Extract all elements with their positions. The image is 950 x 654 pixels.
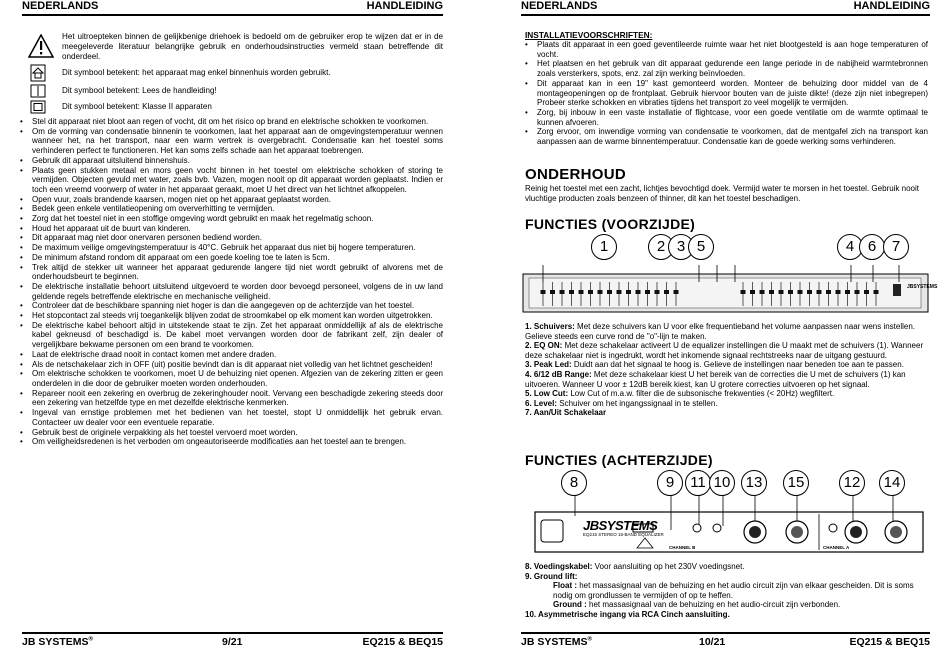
function-item (525, 610, 928, 620)
function-item-label: 7. Aan/Uit Schakelaar (525, 408, 607, 418)
slider-knob (779, 290, 784, 294)
slider-knob (750, 290, 755, 294)
function-item-label: 1. Schuivers: (525, 322, 575, 331)
symbol-class-text: Dit symbool betekent: Klasse II apparaten (62, 102, 212, 111)
safety-item: • Plaats geen stukken metaal en mors geen vocht binnen in het toestel om elektrische schokken of storing te vermijden. Objecten gevuld met water, zoals bvb. Vazen, mogen nooit op dit apparaat worden geplaatst. Indien er toch een vreemd voorwerp of water in het apparaat geraakt, moet U het direct van het lichtnet afkoppelen. (20, 166, 443, 195)
header-language: NEDERLANDS (521, 0, 598, 12)
callout-11: 11 (685, 470, 711, 496)
slider-knob (579, 290, 584, 294)
maintenance-text: Reinig het toestel met een zacht, lichtjes bevochtigd doek. Vermijd water te morsen in het toestel. Gebruik nooit vluchtige producten zoals benzeen of thinner, dit kan het toestel beschadigen. (525, 184, 919, 203)
slider-knob (645, 290, 650, 294)
function-item-label: 2. EQ ON: (525, 341, 563, 351)
function-item-label: Ground : (553, 600, 587, 610)
function-item (525, 600, 928, 610)
slider-knob (817, 290, 822, 294)
slider-knob (560, 290, 565, 294)
slider-knob (541, 290, 546, 294)
safety-item: • Het stopcontact zal steeds vrij toegankelijk blijven zodat de stroomkabel op elk moment kan worden uitgetrokken. (20, 311, 443, 321)
callout-12: 12 (839, 470, 865, 496)
installation-item: • Plaats dit apparaat in een goed geventileerde ruimte waar het niet blootgesteld is aan hoge temperaturen of vocht. (525, 40, 928, 59)
front-brand-label: JBSYSTEMS (907, 284, 938, 290)
function-item (525, 370, 928, 389)
function-item-text: Met deze schakelaar activeert U de equalizer instellingen die U maakt met de schuivers (1). Wanneer deze schakelaar niet is ingedrukt, wordt het inkomende signaal rechtstreeks naar de uitgang gestuurd. (525, 341, 924, 360)
callout-7: 7 (883, 234, 909, 260)
callout-14: 14 (879, 470, 905, 496)
warning-text: Het uitroepteken binnen de gelijkbenige driehoek is bedoeld om de gebruiker erop te wijzen dat er in de meegeleverde literatuur belangrijke gebruik en onderhoudsinstructies vermeld staan betreffende dit onderdeel. (62, 32, 443, 61)
safety-item: • Bedek geen enkele ventilatieopening om oververhitting te vermijden. (20, 204, 443, 214)
safety-item: • Gebruik best de originele verpakking als het toestel vervoerd moet worden. (20, 428, 443, 438)
slider-knob (855, 290, 860, 294)
slider-knob (845, 290, 850, 294)
safety-item: • De elektrische installatie behoort uitsluitend uitgevoerd te worden door bevoegd personeel, volgens de in uw land geldende regels betreffende elektrische en mechanische veiligheid. (20, 282, 443, 301)
function-item-text: het massasignaal van de behuizing en het audio-circuit zijn verbonden. (586, 600, 841, 610)
function-item-label: 5. Low Cut: (525, 389, 569, 399)
rear-panel-diagram (521, 468, 931, 556)
function-item-text: Met deze schakelaar kiest U het bereik van de correcties die U met de schuivers (1) kan uitvoeren. Wanneer U voor ± 12dB bereik kiest, kan U grotere correcties uitvoeren op het signaal. (525, 369, 906, 389)
function-item-label: 9. Ground lift: (525, 571, 578, 581)
page-right (485, 0, 950, 654)
slider-knob (636, 290, 641, 294)
safety-item: • Zorg dat het toestel niet in een stoffige omgeving wordt gebruikt en maak het regelmatig schoon. (20, 214, 443, 224)
maintenance-section (525, 166, 928, 203)
channel-a-label: CHANNEL A (823, 545, 850, 550)
function-item (525, 322, 928, 341)
footer-page-number: 10/21 (699, 636, 726, 648)
safety-item: • Stel dit apparaat niet bloot aan regen of vocht, dit om het risico op brand en elektrische schokken te voorkomen. (20, 117, 443, 127)
safety-item: • Houd het apparaat uit de buurt van kinderen. (20, 224, 443, 234)
safety-item: • Repareer nooit een zekering en overbrug de zekeringhouder nooit. Vervang een beschadigde zekering steeds door een zekering van hetzelfde type en met dezelfde elektrische kenmerken. (20, 389, 443, 408)
rear-functions-list (525, 562, 928, 620)
function-item (525, 572, 928, 582)
function-item (525, 389, 928, 399)
slider-knob (569, 290, 574, 294)
callout-5: 5 (688, 234, 714, 260)
page-header (22, 0, 443, 16)
callout-15: 15 (783, 470, 809, 496)
function-item (525, 399, 928, 409)
safety-item: • Om veiligheidsredenen is het verboden om ongeautoriseerde modificaties aan het toestel aan te brengen. (20, 437, 443, 447)
slider-knob (626, 290, 631, 294)
slider-knob (788, 290, 793, 294)
slider-knob (550, 290, 555, 294)
function-item-text: Schuiver om het ingangssignaal in te stellen. (557, 398, 718, 408)
front-panel-diagram (521, 232, 938, 316)
function-item (525, 581, 928, 600)
indoor-use-icon (30, 64, 46, 82)
function-item-label: 10. Asymmetrische ingang via RCA Cinch aansluiting. (525, 609, 730, 619)
callout-9: 9 (657, 470, 683, 496)
slider-knob (874, 290, 879, 294)
callout-13: 13 (741, 470, 767, 496)
callout-2: 2 (648, 234, 674, 260)
safety-list (20, 117, 443, 447)
function-item (525, 341, 928, 360)
footer-page-number: 9/21 (222, 636, 243, 648)
installation-item: • Het plaatsen en het gebruik van dit apparaat gedurende een lange periode in de nabijheid warmtebronnen zoals versterkers, spots, enz. zal zijn werking beïnvloeden. (525, 59, 928, 78)
symbol-indoor-text: Dit symbool betekent: het apparaat mag enkel binnenhuis worden gebruikt. (62, 68, 331, 77)
header-language: NEDERLANDS (22, 0, 99, 12)
callout-10: 10 (709, 470, 735, 496)
function-item-text: Met deze schuivers kan U voor elke frequentieband het volume aanpassen naar wens instellen. Gelieve steeds een curve rond de "o"-lijn te maken. (525, 322, 916, 341)
slider-knob (760, 290, 765, 294)
maintenance-title: ONDERHOUD (525, 166, 627, 183)
callout-8: 8 (561, 470, 587, 496)
safety-item: • Om elektrische schokken te voorkomen, moet U de behuizing niet openen. Afgezien van de zekering zitten er geen onderdelen in die door de gebruiker moeten worden onderhouden. (20, 369, 443, 388)
function-item-text: Duidt aan dat het signaal te hoog is. Gelieve de instellingen naar beneden toe aan te passen. (571, 360, 904, 370)
function-item (525, 562, 928, 572)
function-item-label: 8. Voedingskabel: (525, 562, 593, 571)
function-item (525, 360, 928, 370)
safety-item: • Controleer dat de beschikbare spanning niet hoger is dan die aangegeven op de achterzijde van het toestel. (20, 301, 443, 311)
function-item-text: Voor aansluiting op het 230V voedingsnet. (592, 562, 745, 571)
safety-item: • Open vuur, zoals brandende kaarsen, mogen niet op het apparaat geplaatst worden. (20, 195, 443, 205)
slider-knob (741, 290, 746, 294)
safety-item: • Trek altijd de stekker uit wanneer het apparaat gedurende langere tijd niet wordt gebruikt of alvorens met de onderhoudsbeurt te beginnen. (20, 263, 443, 282)
installation-title: INSTALLATIEVOORSCHRIFTEN: (525, 30, 653, 40)
footer-brand: JB SYSTEMS® (22, 636, 93, 648)
callout-3: 3 (668, 234, 694, 260)
installation-list (525, 40, 928, 147)
function-item-label: 4. 6/12 dB Range: (525, 369, 592, 379)
function-item-text: het massasignaal van de behuizing en het audio circuit zijn van elkaar gescheiden. Dit is soms nodig om grondlussen te vermijden of op te heffen. (553, 581, 914, 600)
safety-item: • De maximum veilige omgevingstemperatuur is 40°C. Gebruik het apparaat dus niet bij hogere temperaturen. (20, 243, 443, 253)
slider-knob (664, 290, 669, 294)
slider-knob (655, 290, 660, 294)
front-functions-list (525, 322, 928, 418)
callout-4: 4 (837, 234, 863, 260)
safety-item: • De elektrische kabel behoort altijd in uitstekende staat te zijn. Zet het apparaat onmiddellijk af als de elektrische kabel gekneusd of beschadigd is. De kabel moet vervangen worden door de fabrikant zelf, zijn dealer of vergelijkbare bekwame personen om een brand te voorkomen. (20, 321, 443, 350)
function-item-label: 3. Peak Led: (525, 360, 572, 370)
page-header (521, 0, 930, 16)
safety-item: • Als de netschakelaar zich in OFF (uit) positie bevindt dan is dit apparaat niet volledig van het lichtnet gescheiden! (20, 360, 443, 370)
class-ii-icon (30, 100, 46, 114)
slider-knob (826, 290, 831, 294)
function-item-text: Low Cut of m.a.w. filter die de subsonische frekwenties (< 20Hz) wegfiltert. (568, 389, 835, 399)
slider-knob (607, 290, 612, 294)
function-item (525, 408, 928, 418)
slider-knob (598, 290, 603, 294)
safety-item: • Dit apparaat mag niet door onervaren personen bediend worden. (20, 233, 443, 243)
installation-item: • Zorg, bij inbouw in een vaste installatie of flightcase, voor een goede ventilatie om de warmte optimaal te kunnen afvoeren. (525, 108, 928, 127)
rear-functions-title: FUNCTIES (ACHTERZIJDE) (525, 452, 713, 468)
header-title: HANDLEIDING (853, 0, 930, 12)
channel-b-label: CHANNEL B (669, 545, 696, 550)
safety-item: • De minimum afstand rondom dit apparaat om een goede koeling toe te laten is 5cm. (20, 253, 443, 263)
page-footer (22, 632, 443, 650)
front-functions-title: FUNCTIES (VOORZIJDE) (525, 216, 696, 232)
header-title: HANDLEIDING (366, 0, 443, 12)
safety-item: • Om de vorming van condensatie binnenin te voorkomen, laat het apparaat aan de omgevingstemperatuur wennen wanneer het, na het transport, naar een warm vertrek is overgebracht. Condensatie kan het toestel soms verhinderen perfect te functioneren. Het kan soms zelfs schade aan het apparaat toebrengen. (20, 127, 443, 156)
symbol-manual-text: Dit symbool betekent: Lees de handleiding! (62, 86, 217, 95)
slider-knob (617, 290, 622, 294)
function-item-label: Float : (553, 581, 577, 591)
slider-knob (769, 290, 774, 294)
footer-model: EQ215 & BEQ15 (849, 636, 930, 648)
page-footer (521, 632, 930, 650)
callout-1: 1 (591, 234, 617, 260)
slider-knob (674, 290, 679, 294)
slider-knob (798, 290, 803, 294)
power-switch-shape (893, 284, 901, 296)
rear-brand-logo: JBSYSTEMS (583, 518, 658, 533)
safety-item: • Ingeval van ernstige problemen met het bedienen van het toestel, stopt U onmiddellijk het gebruik ervan. Contacteer uw dealer voor een eventuele reparatie. (20, 408, 443, 427)
warning-triangle-icon (28, 34, 54, 58)
slider-knob (864, 290, 869, 294)
footer-brand: JB SYSTEMS® (521, 636, 592, 648)
slider-knob (588, 290, 593, 294)
page-left (0, 0, 465, 654)
installation-item: • Zorg ervoor, om inwendige vorming van condensatie te voorkomen, dat de mentgafel zich na transport kan aanpassen aan de warme binnentemperatuur. Condensatie kan de goede werking soms verhinderen. (525, 127, 928, 146)
safety-item: • Gebruik dit apparaat uitsluitend binnenshuis. (20, 156, 443, 166)
installation-item: • Dit apparaat kan in een 19" kast gemonteerd worden. Monteer de behuizing door middel van de 4 montageopeningen op de frontplaat. Gebruik hiervoor bouten van de juiste dikte! (deze zijn niet inbegrepen) Probeer sterke schokken en vibraties tijdens het transport zo veel mogelijk te vermijden. (525, 79, 928, 108)
footer-model: EQ215 & BEQ15 (362, 636, 443, 648)
slider-knob (836, 290, 841, 294)
slider-knob (807, 290, 812, 294)
rear-subtitle: EQ215 STEREO 15-BAND EQUALIZER (583, 532, 664, 537)
installation-section (525, 30, 928, 147)
safety-item: • Laat de elektrische draad nooit in contact komen met andere draden. (20, 350, 443, 360)
function-item-label: 6. Level: (525, 398, 558, 408)
read-manual-icon (30, 84, 46, 98)
callout-6: 6 (859, 234, 885, 260)
